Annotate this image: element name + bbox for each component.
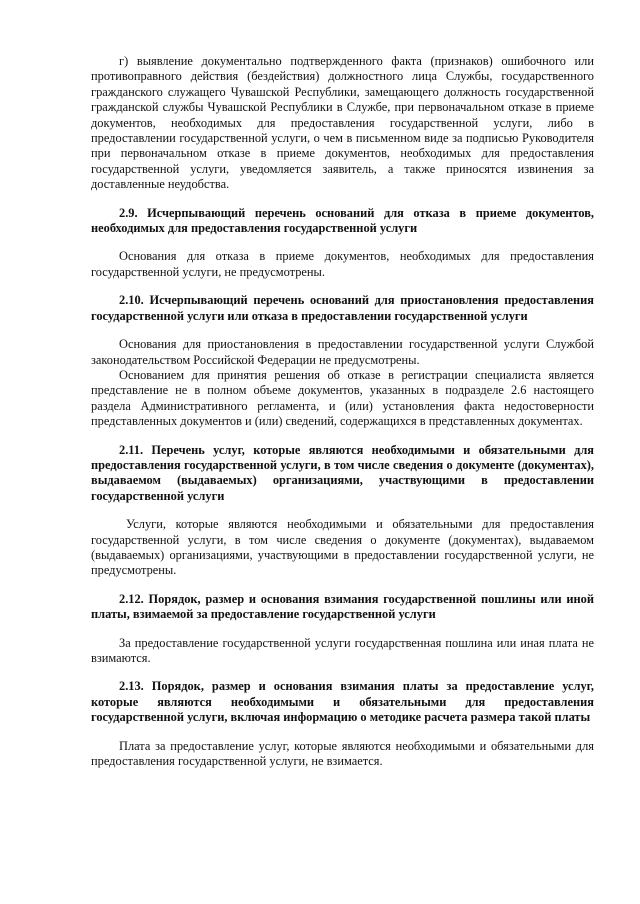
- section-2-11-text: Услуги, которые являются необходимыми и обязательными для предоставления государственной услуги, в том числе сведения о документе (документах), выдаваемом (выдаваемых) организациями, участвующими в предоставлении государственной услуги, не предусмотрены.: [91, 517, 594, 578]
- section-2-12-text: За предоставление государственной услуги государственная пошлина или иная плата не взимаются.: [91, 635, 594, 665]
- section-2-11-heading: 2.11. Перечень услуг, которые являются необходимыми и обязательными для предоставления государственной услуги, в том числе сведения о документе (документах), выдаваемом (выдаваемых) организациями, участвующими в предоставлении государственной услуги: [91, 442, 594, 503]
- section-2-10-heading: 2.10. Исчерпывающий перечень оснований для приостановления предоставления государственной услуги или отказа в предоставлении государственной услуги: [91, 293, 594, 323]
- section-2-10-text-2: Основанием для принятия решения об отказе в регистрации специалиста является представление не в полном объеме документов, указанных в подразделе 2.6 настоящего раздела Административного регламента, и (или) установления факта недостоверности представленных документов и (или) сведений, содержащихся в представленных документах.: [91, 367, 594, 429]
- document-page: [91, 54, 594, 769]
- section-2-13-text: Плата за предоставление услуг, которые являются необходимыми и обязательными для предоставления государственной услуги, не взимается.: [91, 738, 594, 769]
- section-2-9-text: Основания для отказа в приеме документов, необходимых для предоставления государственной услуги, не предусмотрены.: [91, 249, 594, 279]
- section-2-10-text-1: Основания для приостановления в предоставлении государственной услуги Службой законодательством Российской Федерации не предусмотрены.: [91, 337, 594, 367]
- section-2-9-heading: 2.9. Исчерпывающий перечень оснований для отказа в приеме документов, необходимых для предоставления государственной услуги: [91, 205, 594, 236]
- section-2-13-heading: 2.13. Порядок, размер и основания взимания платы за предоставление услуг, которые являются необходимыми и обязательными для предоставления государственной услуги, включая информацию о методике расчета размера такой платы: [91, 679, 594, 725]
- paragraph-g: г) выявление документально подтвержденного факта (признаков) ошибочного или противоправного действия (бездействия) должностного лица Службы, государственного гражданского служащего Чувашской Республики, замещающего должность государственной гражданской службы Чувашской Республики в Службе, при первоначальном отказе в приеме документов, необходимых для предоставления государственной услуги, либо в предоставлении государственной услуги, о чем в письменном виде за подписью Руководителя при первоначальном отказе в приеме документов, необходимых для предоставления государственной услуги, уведомляется заявитель, а также приносятся извинения за доставленные неудобства.: [91, 54, 594, 192]
- section-2-12-heading: 2.12. Порядок, размер и основания взимания государственной пошлины или иной платы, взимаемой за предоставление государственной услуги: [91, 591, 594, 622]
